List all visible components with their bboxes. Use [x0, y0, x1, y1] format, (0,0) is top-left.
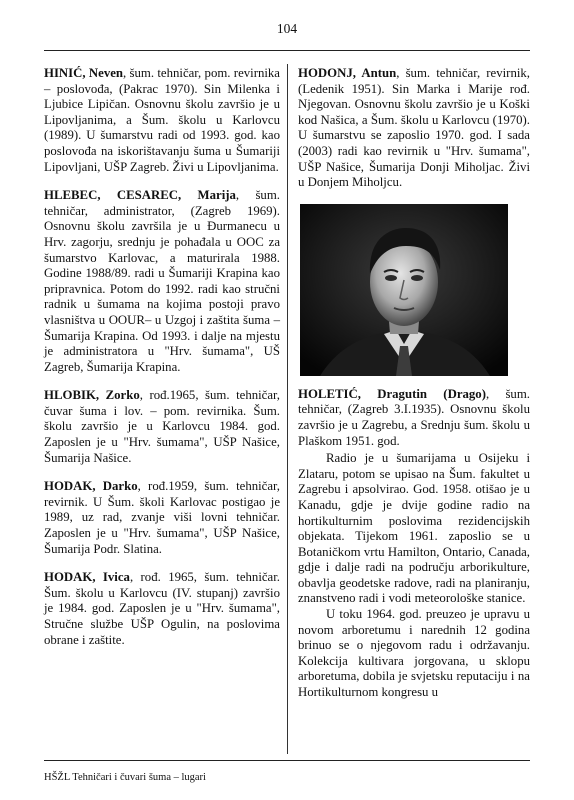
footer-rule: [44, 760, 530, 761]
right-column: [298, 66, 530, 701]
entry-name: HLEBEC, CESAREC, Marija: [44, 188, 236, 203]
entry-text: , šum. tehničar, revirnik, (Ledenik 1951). Sin Marka i Marije rođ. Njegovan. Osnovnu školu završio je u Koški kod Našica, a Šum. školu u Karlovcu (1970). U šumarstvu se zaposlio 1970. god. I sada (2003) radi kao revirnik u "Hrv. šumama", UŠP Našice, Šumarija Donji Miholjac. Živi u Donjem Miholjcu.: [298, 66, 530, 190]
entry-text: , šum. tehničar, pom. revirnika – poslovođa, (Pakrac 1970). Sin Milenka i Ljubice Lipičan. Osnovnu školu završio je u Lipovljanima, a Šum. školu u Karlovcu (1989). U šumarstvu radi od 1993. god. kao poslovođa na iskorištavanju šuma u Šumariji Lipovljani, UŠP Zagreb. Živi u Lipovljanima.: [44, 66, 280, 174]
entry-hinic: [44, 66, 280, 175]
header-rule: [44, 50, 530, 51]
entry-name: HOLETIĆ, Dragutin (Drago): [298, 386, 486, 401]
entry-name: HODONJ, Antun: [298, 66, 397, 80]
entry-hodak-darko: [44, 479, 280, 557]
entry-text: , rođ.1965, šum. tehničar, čuvar šuma i lov. – pom. revirnika. Šum. školu završio je u Karlovcu 1984. god. Zaposlen je u "Hrv. šumama", UŠP Našice, Šumarija Našice.: [44, 388, 280, 465]
page-number: 104: [276, 21, 298, 36]
entry-name: HLOBIK, Zorko: [44, 388, 140, 403]
entry-paragraph: U toku 1964. god. preuzeo je upravu u novom arboretumu i narednih 12 godina brinuo se o njegovom radu i održavanju. Kolekcija kultivara jorgovana, u sklopu arboretuma, dobila je svjetsku reputaciju i na Hortikulturnom kongresu u: [298, 607, 530, 700]
entry-holetic: [298, 387, 530, 449]
portrait-photo: [300, 204, 508, 376]
entry-paragraph: Radio je u šumarijama u Osijeku i Zlataru, potom se upisao na Šum. fakultet u Zagrebu i apsolvirao. God. 1958. otišao je u Kanadu, gdje je dvije godine radio na hortikulturnim poslovima rezidencijskih objekata. Tijekom 1961. zaposlio se u Botaničkom vrtu Hamilton, Ontario, Canada, gdje i dalje radi na području arborikulture, obavlja geodetske radove, radi na planiranju, znanstveno radi i vodi meteorološke stanice.: [298, 451, 530, 606]
entry-text: , rođ. 1965, šum. tehničar. Šum. školu u Karlovcu (IV. stupanj) završio je 1984. god. Zaposlen je u "Hrv. šumama", Stručne službe UŠP Ogulin, na poslovima obrane i zaštite.: [44, 570, 280, 647]
entry-text: , šum. tehničar, (Zagreb 3.I.1935). Osnovnu školu završio je u Zagrebu, a Srednju šum. školu u Plaškom 1951. god.: [298, 386, 530, 448]
entry-name: HODAK, Darko: [44, 479, 138, 494]
entry-name: HODAK, Ivica: [44, 570, 130, 585]
entry-name: HINIĆ, Neven: [44, 66, 124, 80]
footer-text: HŠŽL Tehničari i čuvari šuma – lugari: [44, 772, 206, 783]
portrait-image: [300, 204, 508, 376]
entry-text: , šum. tehničar, administrator, (Zagreb 1969). Osnovnu školu završila je u Đurmanecu u Hrv. zagorju, srednju je pohađala u OOC za šumarstvo Karlovac, a maturirala 1988. Godine 1988/89. radi u Šumariji Krapina kao pripravnica. Potom do 1992. radi kao stručni radnik u šumama na kojima postoji pravo vlasništva u OOUR– u Uzgoj i zaštita šuma – Šumarija Krapina. Od 1993. i dalje na mjestu je administratora u "Hrv. šumama", UŠ Zagreb, Šumarija Krapina.: [44, 188, 280, 374]
left-column: [44, 66, 280, 661]
column-divider: [287, 64, 288, 754]
entry-hodak-ivica: [44, 570, 280, 648]
entry-hlobik: [44, 388, 280, 466]
entry-hodonj: [298, 66, 530, 191]
entry-hlebec: [44, 188, 280, 375]
entry-text: , rođ.1959, šum. tehničar, revirnik. U Šum. školi Karlovac postigao je 1989, uz rad, zvanje viši lovni tehničar. Zaposlen je u "Hrv. šumama", UŠP Našice, Šumarija Podr. Slatina.: [44, 479, 280, 556]
